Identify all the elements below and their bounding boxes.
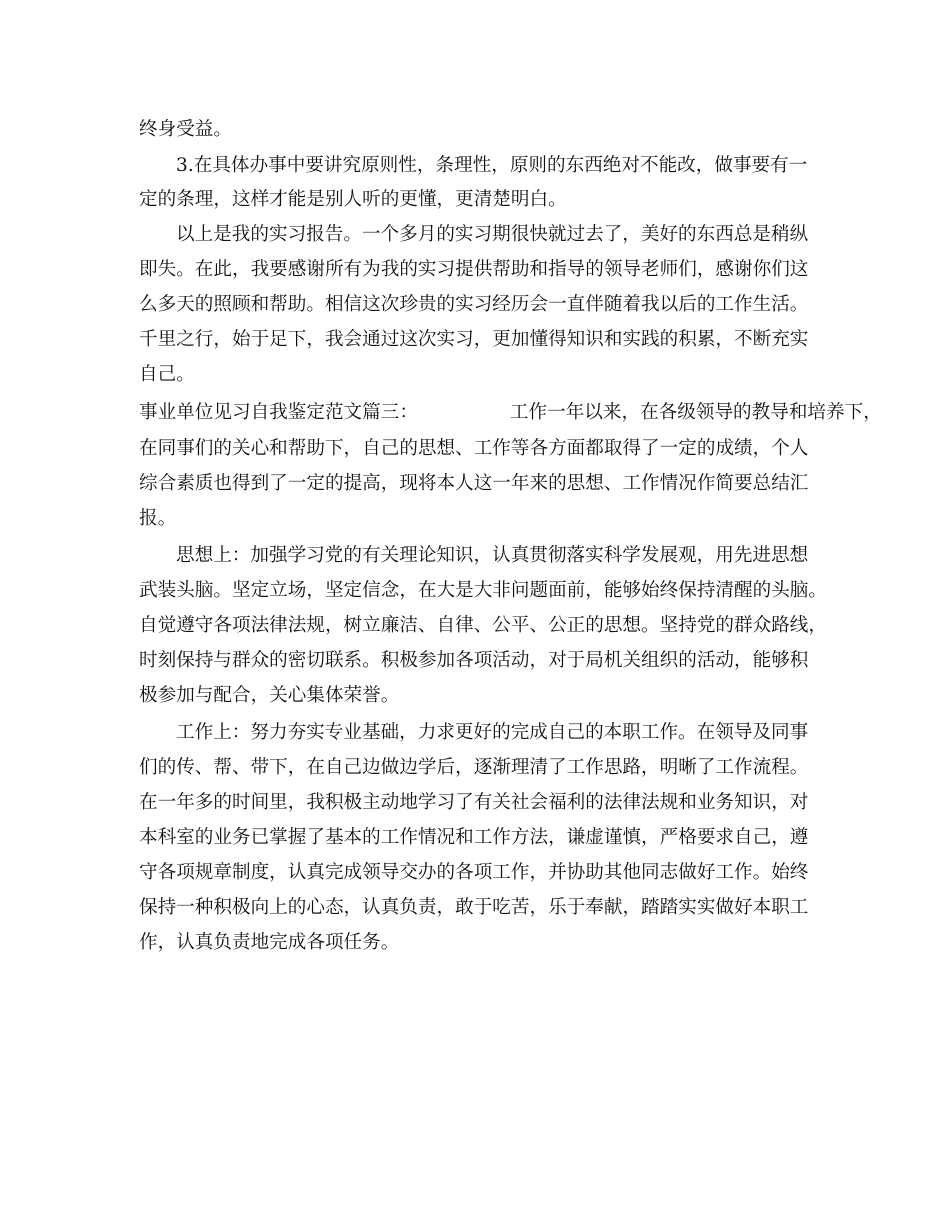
text-line: 时刻保持与群众的密切联系。积极参加各项活动，对于局机关组织的活动，能够积 [139,650,809,671]
text-line: 守各项规章制度，认真完成领导交办的各项工作，并协助其他同志做好工作。始终 [139,862,809,883]
text-line: 以上是我的实习报告。一个多月的实习期很快就过去了，美好的东西总是稍纵 [176,224,809,245]
text-line: 么多天的照顾和帮助。相信这次珍贵的实习经历会一直伴随着我以后的工作生活。 [139,294,809,315]
text-line: 作，认真负责地完成各项任务。 [139,932,400,953]
text-line: 综合素质也得到了一定的提高，现将本人这一年来的思想、工作情况作简要总结汇 [139,473,809,494]
text-line: 自己。 [139,364,195,385]
text-line: 3.在具体办事中要讲究原则性，条理性，原则的东西绝对不能改，做事要有一 [176,155,808,176]
text-line: 极参加与配合，关心集体荣誉。 [139,685,400,706]
text-line: 武装头脑。坚定立场，坚定信念，在大是大非问题面前，能够始终保持清醒的头脑。 [139,580,827,601]
text-line: 定的条理，这样才能是别人听的更懂，更清楚明白。 [139,189,567,210]
section-heading: 事业单位见习自我鉴定范文篇三： [139,402,418,423]
text-line: 千里之行，始于足下，我会通过这次实习，更加懂得知识和实践的积累，不断充实 [139,329,809,350]
text-line: 本科室的业务已掌握了基本的工作情况和工作方法，谦虚谨慎，严格要求自己，遵 [139,827,809,848]
text-line: 终身受益。 [139,119,232,140]
text-line: 在同事们的关心和帮助下，自己的思想、工作等各方面都取得了一定的成绩，个人 [139,438,809,459]
text-line: 工作上：努力夯实专业基础，力求更好的完成自己的本职工作。在领导及同事 [176,722,809,743]
text-line: 保持一种积极向上的心态，认真负责，敢于吃苦，乐于奉献，踏踏实实做好本职工 [139,897,809,918]
text-line: 在一年多的时间里，我积极主动地学习了有关社会福利的法律法规和业务知识，对 [139,792,809,813]
text-line: 们的传、帮、带下，在自己边做边学后，逐渐理清了工作思路，明晰了工作流程。 [139,757,809,778]
text-line: 自觉遵守各项法律法规，树立廉洁、自律、公平、公正的思想。坚持党的群众路线， [139,615,827,636]
text-line: 报。 [139,508,177,529]
text-line: 思想上：加强学习党的有关理论知识，认真贯彻落实科学发展观，用先进思想 [176,545,809,566]
text-line: 工作一年以来，在各级领导的教导和培养下， [509,402,882,423]
section-heading-line [139,400,882,426]
text-line: 即失。在此，我要感谢所有为我的实习提供帮助和指导的领导老师们，感谢你们这 [139,259,809,280]
